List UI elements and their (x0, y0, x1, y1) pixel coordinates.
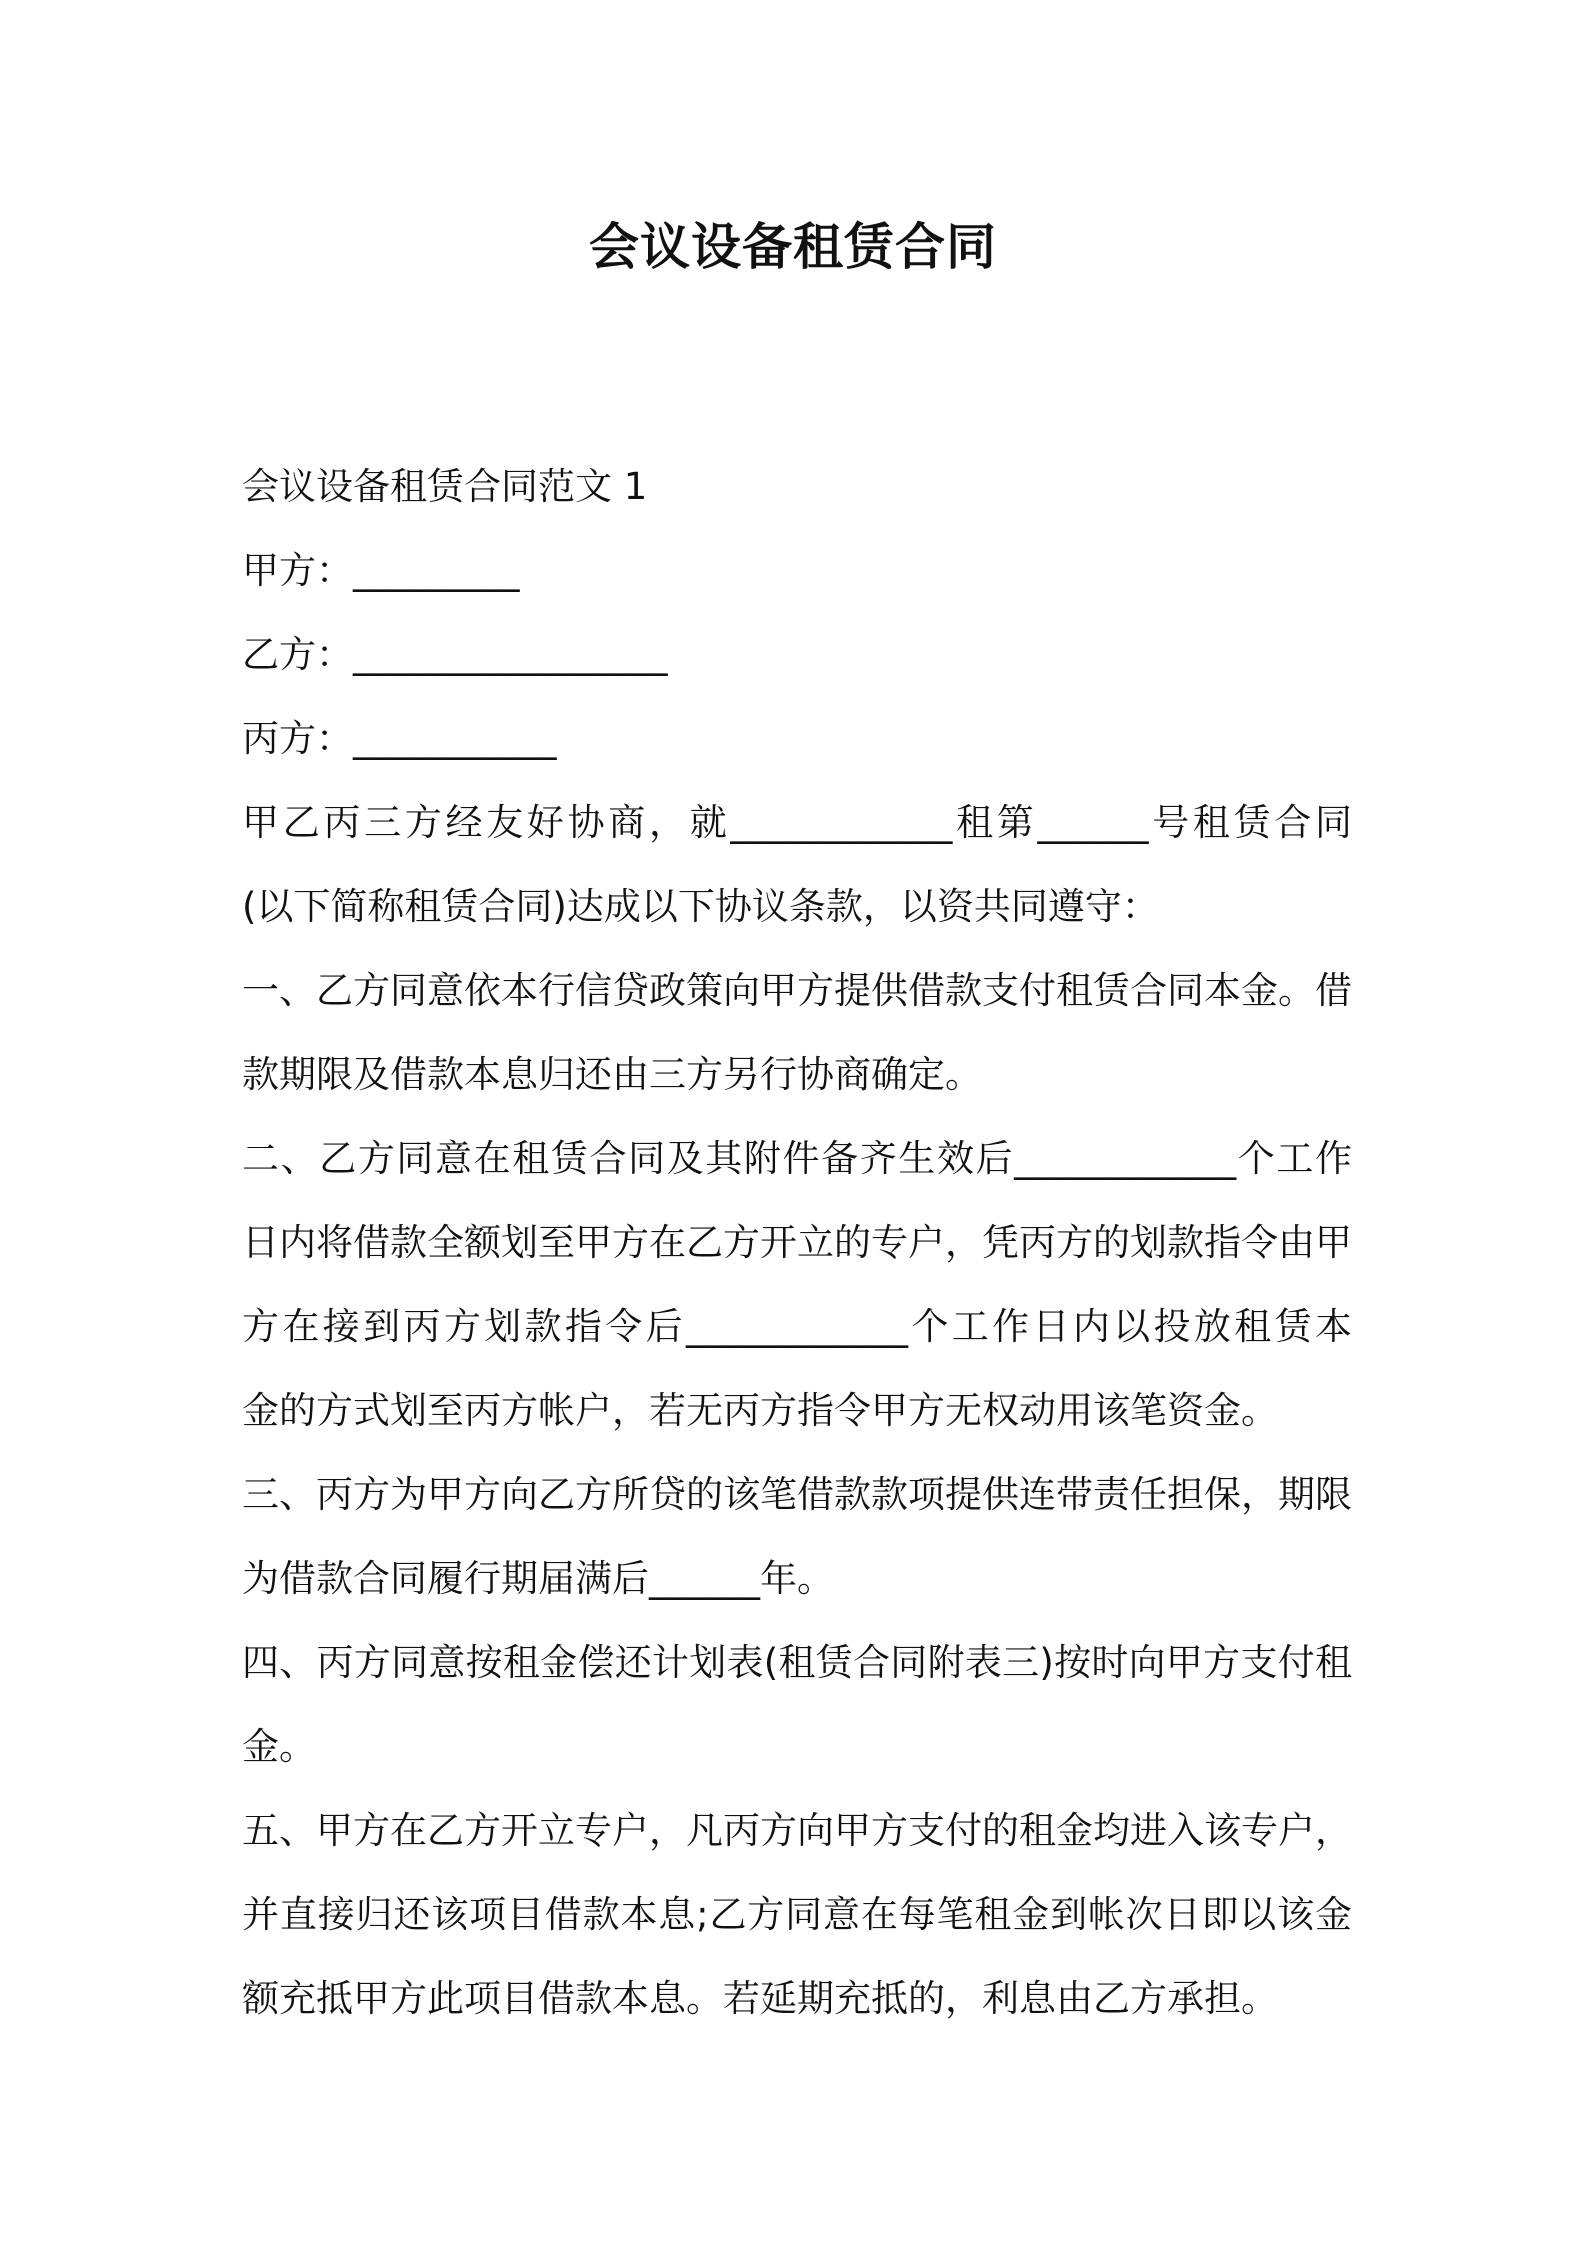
paragraph-line: 为借款合同履行期届满后______年。 (242, 1557, 834, 1600)
paragraph-line: 甲乙丙三方经友好协商，就____________租第______号租赁合同 (242, 801, 1352, 844)
paragraph-line: 金。 (242, 1725, 316, 1768)
document-title: 会议设备租赁合同 (589, 218, 997, 276)
paragraph-line: 二、乙方同意在租赁合同及其附件备齐生效后____________个工作 (242, 1137, 1352, 1180)
paragraph-line: 四、丙方同意按租金偿还计划表(租赁合同附表三)按时向甲方支付租 (242, 1641, 1352, 1684)
paragraph-line: 五、甲方在乙方开立专户，凡丙方向甲方支付的租金均进入该专户， (242, 1809, 1352, 1852)
paragraph-line: 一、乙方同意依本行信贷政策向甲方提供借款支付租赁合同本金。借 (242, 969, 1352, 1012)
party-c-line: 丙方：___________ (242, 717, 557, 760)
paragraph-line: 三、丙方为甲方向乙方所贷的该笔借款款项提供连带责任担保，期限 (242, 1473, 1352, 1516)
section-heading: 会议设备租赁合同范文 1 (242, 465, 648, 508)
paragraph-line: 日内将借款全额划至甲方在乙方开立的专户，凭丙方的划款指令由甲 (242, 1221, 1352, 1264)
party-b-line: 乙方：_________________ (242, 633, 668, 676)
party-a-line: 甲方：_________ (242, 549, 520, 592)
paragraph-line: 金的方式划至丙方帐户，若无丙方指令甲方无权动用该笔资金。 (242, 1389, 1278, 1432)
paragraph-line: 款期限及借款本息归还由三方另行协商确定。 (242, 1053, 982, 1096)
document-body (242, 445, 1352, 2041)
paragraph-line: 额充抵甲方此项目借款本息。若延期充抵的，利息由乙方承担。 (242, 1977, 1278, 2020)
paragraph-line: 并直接归还该项目借款本息;乙方同意在每笔租金到帐次日即以该金 (242, 1893, 1352, 1936)
paragraph-line: 方在接到丙方划款指令后____________个工作日内以投放租赁本 (242, 1305, 1352, 1348)
paragraph-line: (以下简称租赁合同)达成以下协议条款，以资共同遵守： (242, 885, 1159, 928)
